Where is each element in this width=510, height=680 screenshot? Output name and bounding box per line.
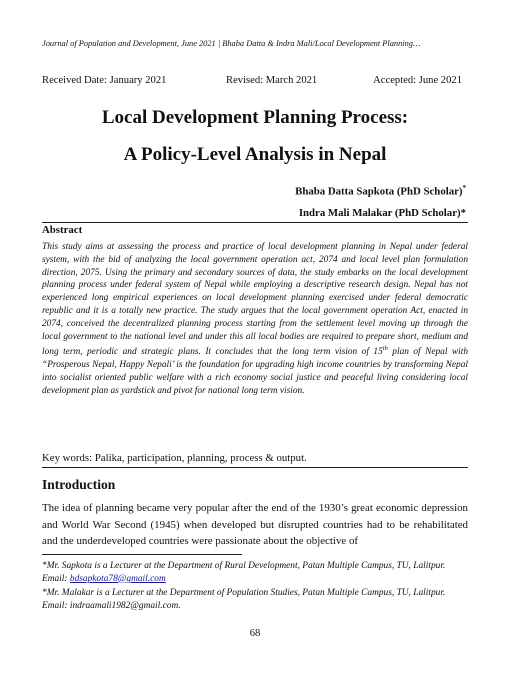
running-header: Journal of Population and Development, June 2021 | Bhaba Datta & Indra Mali/Local Development Planning…: [42, 39, 421, 48]
accepted-date: Accepted: June 2021: [373, 75, 462, 86]
footnote-2: *Mr. Malakar is a Lecturer at the Department of Population Studies, Patan Multiple Campus, TU, Lalitpur. Email: indraamali1982@gmail.com.: [42, 588, 446, 611]
author-1: [295, 184, 466, 198]
abstract-text-part-1: This study aims at assessing the process and practice of local development planning in Nepal under federal system, with the bid of analyzing the local government operation act, 2074 and local level plan formulation direction, 2075. Using the primary and secondary sources of data, the study embarks on the local development planning process under federal system of Nepal while employing a descriptive research design. Nepal has not experienced long empirical experiences on local development planning exercised under federal democratic republic and it is a totally new practice. The study argues that the local government operation Act, enacted in 2074, conceived the decentralized planning process starting from the settlement level moving up through the local government to the national level and under this all local bodies are required to prepare short, medium and long term, periodic and strategic plans. It concludes that the long term vision of 15: [42, 242, 468, 358]
author-2: [299, 207, 466, 219]
page-number: 68: [249, 628, 261, 639]
author-2-mark: *: [460, 207, 466, 219]
keywords: Key words: Palika, participation, planning, process & output.: [42, 452, 307, 464]
received-date: Received Date: January 2021: [42, 75, 167, 86]
author-2-name: Indra Mali Malakar (PhD Scholar): [298, 207, 461, 219]
paper-title-line-2: A Policy-Level Analysis in Nepal: [123, 144, 387, 165]
revised-date: Revised: March 2021: [226, 75, 318, 86]
footnote-1-text: *Mr. Sapkota is a Lecturer at the Department of Rural Development, Patan Multiple Campus, TU, Lalitpur. Email:: [42, 561, 446, 584]
abstract-text-part-2: plan of Nepal with “Prosperous Nepal, Happy Nepali’ is the foundation for upgrading high income countries by transforming Nepal into socialist oriented public welfare with a rich economy social justice and peaceful living considering local development plan as yardstick and pivot for national long term vision.: [42, 347, 468, 396]
author-1-mark: *: [462, 184, 466, 192]
abstract-superscript: th: [382, 345, 388, 353]
introduction-text: The idea of planning became very popular after the end of the 1930’s great economic depression and World War Second (1945) when developed but disrupted countries had to be rehabilitated and the underdeveloped countries were passionate about the objective of: [42, 502, 468, 547]
introduction-heading: Introduction: [42, 477, 116, 492]
abstract-bottom-rule: [42, 467, 468, 468]
abstract-top-rule: [42, 222, 468, 223]
paper-title-line-1: Local Development Planning Process:: [101, 107, 409, 128]
abstract-text: [42, 241, 468, 398]
footnote-rule: [42, 554, 242, 555]
footnote-1: [42, 560, 468, 585]
author-1-email-link[interactable]: bdsapkota78@gmail.com: [69, 573, 166, 584]
abstract-heading: Abstract: [42, 224, 83, 236]
author-1-name: Bhaba Datta Sapkota (PhD Scholar): [295, 185, 463, 198]
